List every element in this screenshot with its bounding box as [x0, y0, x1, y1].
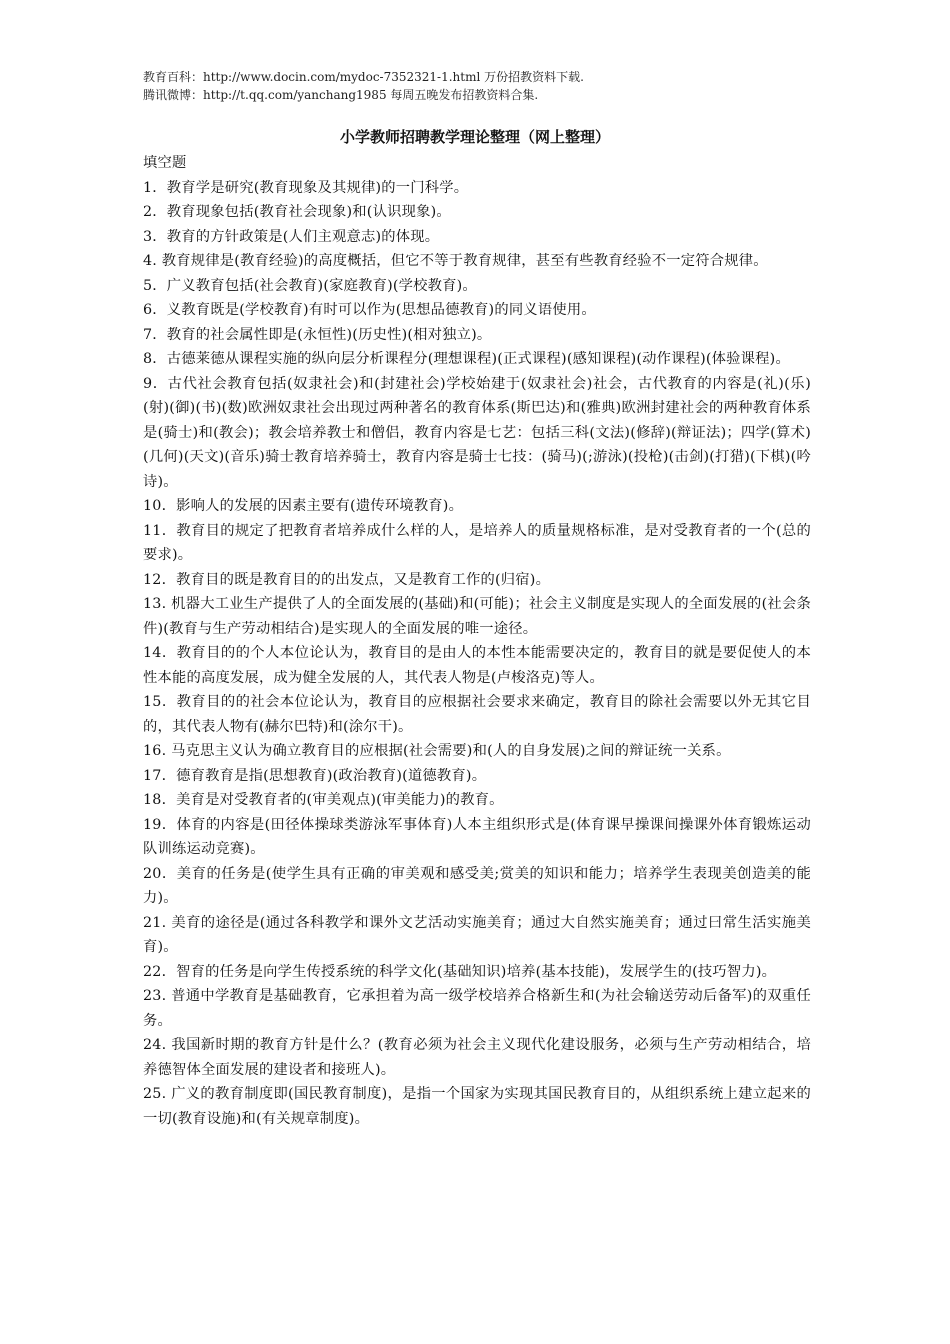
list-item: 21. 美育的途径是(通过各科教学和课外文艺活动实施美育；通过大自然实施美育；通过曰常生活实施美育)。: [143, 914, 811, 955]
list-item: 8．古德莱德从课程实施的纵向层分析课程分(理想课程)(正式课程)(感知课程)(动作课程)(体验课程)。: [143, 351, 790, 367]
list-item: 24. 我国新时期的教育方针是什么？(教育必须为社会主义现代化建设服务，必须与生产劳动相结合，培养德智体全面发展的建设者和接班人)。: [143, 1037, 811, 1078]
list-item: 17．德育教育是指(思想教育)(政治教育)(道德教育)。: [143, 767, 487, 784]
list-item: 7．教育的社会属性即是(永恒性)(历史性)(相对独立)。: [143, 326, 492, 343]
section-label: 填空题: [143, 155, 187, 171]
list-item: 16. 马克思主义认为确立教育目的应根据(社会需要)和(人的自身发展)之间的辩证统一关系。: [143, 743, 731, 759]
document-title: 小学教师招聘教学理论整理（网上整理）: [339, 128, 610, 146]
list-item: 23. 普通中学教育是基础教育，它承担着为高一级学校培养合格新生和(为社会输送劳动后备军)的双重任务。: [143, 988, 811, 1029]
list-item: 6．义教育既是(学校教育)有时可以作为(思想品德教育)的同义语使用。: [143, 302, 596, 318]
header-link-weibo: 腾讯微博：http://t.qq.com/yanchang1985 每周五晚发布招教资料合集.: [143, 88, 539, 102]
list-item: 9．古代社会教育包括(奴隶社会)和(封建社会)学校始建于(奴隶社会)社会，古代教育的内容是(礼)(乐)(射)(御)(书)(数)欧洲奴隶社会出现过两种著名的教育体系(斯巴达)和(雅典)欧洲封建社会的两种教育体系是(骑士)和(教会)；教会培养教士和僧侣，教育内容是七艺：包括三科(文法)(修辞)(辩证法)；四学(算术)(几何)(天文)(音乐)骑士教育培养骑士，教育内容是骑士七技：(骑马)(;游泳)(投枪)(击剑)(打猎)(下棋)(吟诗)。: [143, 375, 811, 490]
list-item: 18．美育是对受教育者的(审美观点)(审美能力)的教育。: [143, 792, 504, 808]
list-item: 14．教育目的的个人本位论认为，教育目的是由人的本性本能需要决定的，教育目的就是要促使人的本性本能的高度发展，成为健全发展的人，其代表人物是(卢梭洛克)等人。: [143, 645, 811, 686]
list-item: 5．广义教育包括(社会教育)(家庭教育)(学校教育)。: [143, 277, 477, 294]
list-item: 11．教育目的规定了把教育者培养成什么样的人，是培养人的质量规格标准，是对受教育者的一个(总的要求)。: [143, 522, 811, 563]
list-item: 22．智育的任务是向学生传授系统的科学文化(基础知识)培养(基本技能)，发展学生的(技巧智力)。: [143, 963, 777, 980]
list-item: 20．美育的任务是(使学生具有正确的审美观和感受美;赏美的知识和能力；培养学生表现美创造美的能力)。: [143, 865, 811, 906]
list-item: 1．教育学是研究(教育现象及其规律)的一门科学。: [143, 179, 469, 196]
list-item: 4. 教育规律是(教育经验)的高度概括，但它不等于教育规律，甚至有些教育经验不一定符合规律。: [143, 253, 768, 269]
document-body: [143, 151, 811, 1131]
list-item: 12．教育目的既是教育目的的出发点，又是教育工作的(归宿)。: [143, 571, 551, 588]
list-item: 15．教育目的的社会本位论认为，教育目的应根据社会要求来确定，教育目的除社会需要以外无其它目的，其代表人物有(赫尔巴特)和(涂尔干)。: [143, 694, 811, 735]
list-item: 2．教育现象包括(教育社会现象)和(认识现象)。: [143, 204, 451, 220]
list-item: 3．教育的方针政策是(人们主观意志)的体现。: [143, 228, 440, 245]
list-item: 13. 机器大工业生产提供了人的全面发展的(基础)和(可能)；社会主义制度是实现人的全面发展的(社会条件)(教育与生产劳动相结合)是实现人的全面发展的唯一途径。: [143, 596, 811, 637]
list-item: 25. 广义的教育制度即(国民教育制度)，是指一个国家为实现其国民教育目的，从组织系统上建立起来的一切(教育设施)和(有关规章制度)。: [143, 1086, 811, 1127]
list-item: 19．体育的内容是(田径体操球类游泳军事体育)人本主组织形式是(体育课早操课间操课外体育锻炼运动队训练运动竞赛)。: [143, 816, 811, 857]
header-link-docin: 教育百科：http://www.docin.com/mydoc-7352321-1.html 万份招教资料下载.: [143, 70, 584, 84]
list-item: 10．影响人的发展的因素主要有(遗传环境教育)。: [143, 498, 464, 514]
page-header: [143, 68, 823, 104]
